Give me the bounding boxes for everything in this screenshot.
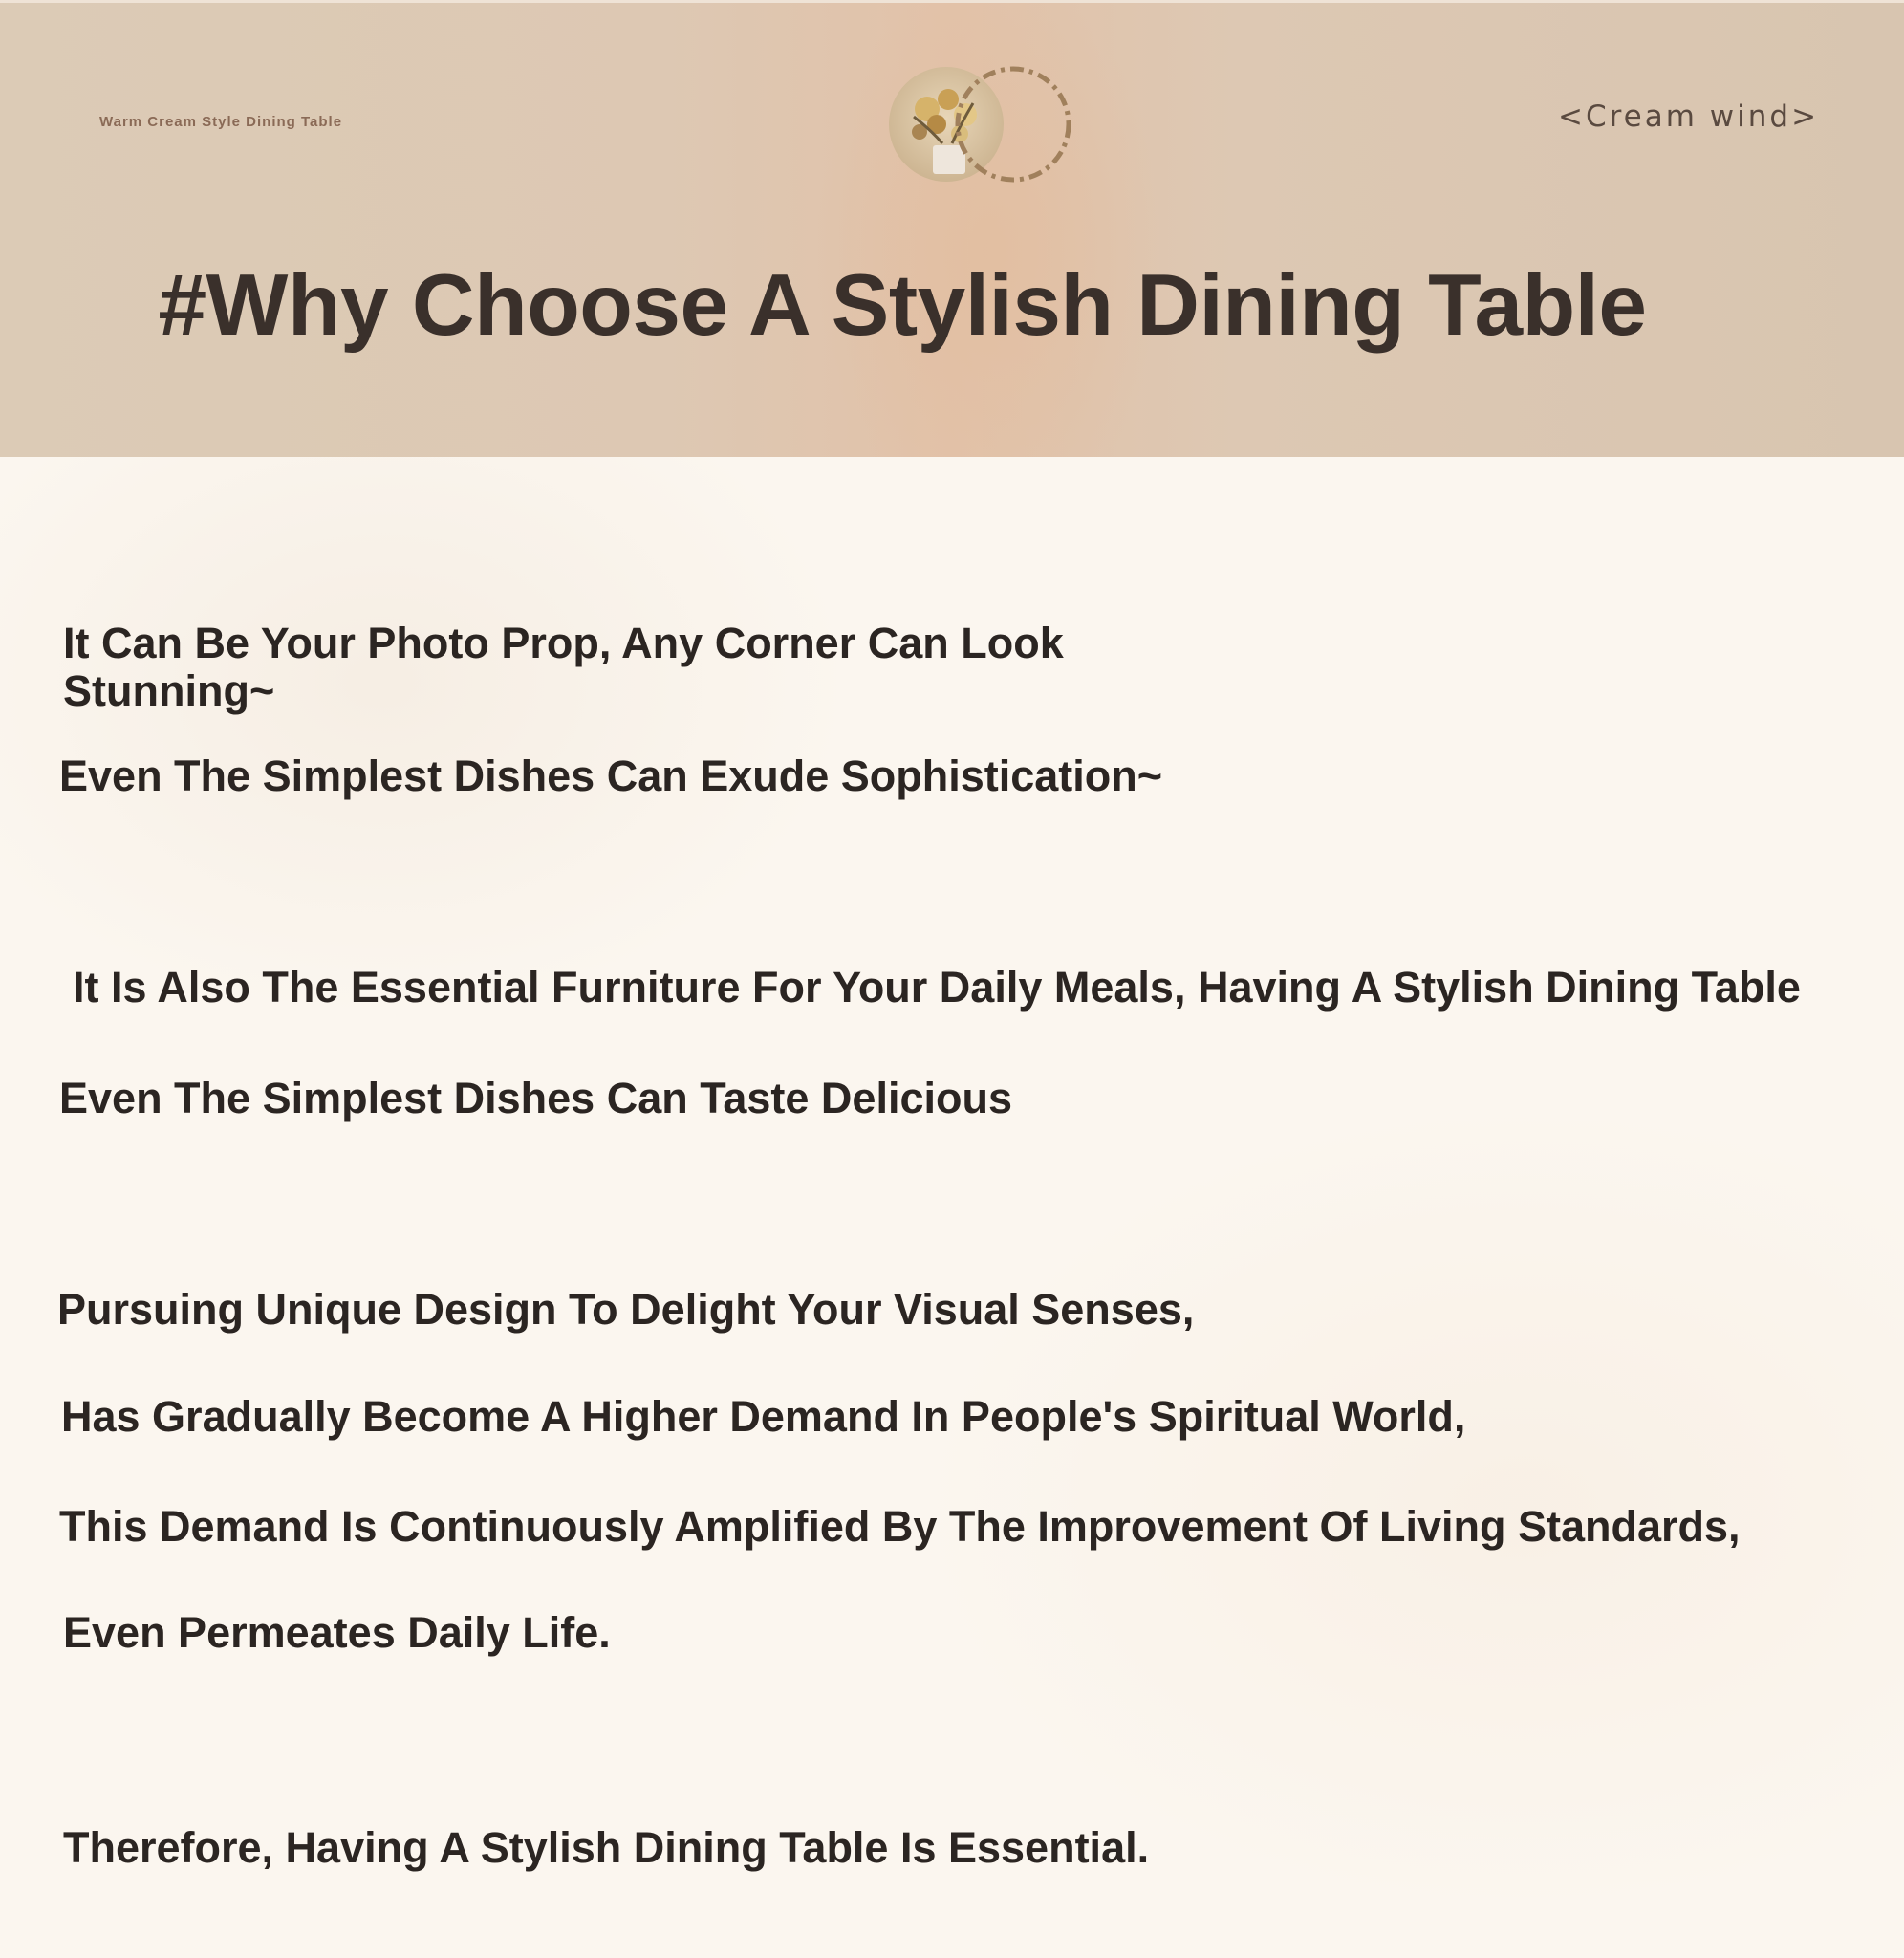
body-line-3: It Is Also The Essential Furniture For Your Daily Meals, Having A Stylish Dining Table <box>73 963 1801 1012</box>
body-line-5: Pursuing Unique Design To Delight Your Visual Senses, <box>57 1285 1195 1334</box>
body-line-9: Therefore, Having A Stylish Dining Table Is Essential. <box>63 1823 1150 1872</box>
body-line-8: Even Permeates Daily Life. <box>63 1608 611 1657</box>
body-line-6: Has Gradually Become A Higher Demand In People's Spiritual World, <box>61 1392 1466 1441</box>
header-top-line <box>0 0 1904 3</box>
header-banner <box>0 0 1904 457</box>
body-line-7: This Demand Is Continuously Amplified By The Improvement Of Living Standards, <box>59 1502 1741 1551</box>
brand-caption: Warm Cream Style Dining Table <box>99 114 343 130</box>
body-line-2: Even The Simplest Dishes Can Exude Sophistication~ <box>59 751 1163 800</box>
body-line-1: It Can Be Your Photo Prop, Any Corner Can Look Stunning~ <box>63 619 1064 715</box>
style-tag: <Cream wind> <box>1558 99 1820 134</box>
flower-vase-logo-icon <box>885 61 1086 189</box>
page-title: #Why Choose A Stylish Dining Table <box>158 257 1647 354</box>
vase-shape <box>933 145 965 174</box>
body-line-4: Even The Simplest Dishes Can Taste Delicious <box>59 1074 1012 1122</box>
